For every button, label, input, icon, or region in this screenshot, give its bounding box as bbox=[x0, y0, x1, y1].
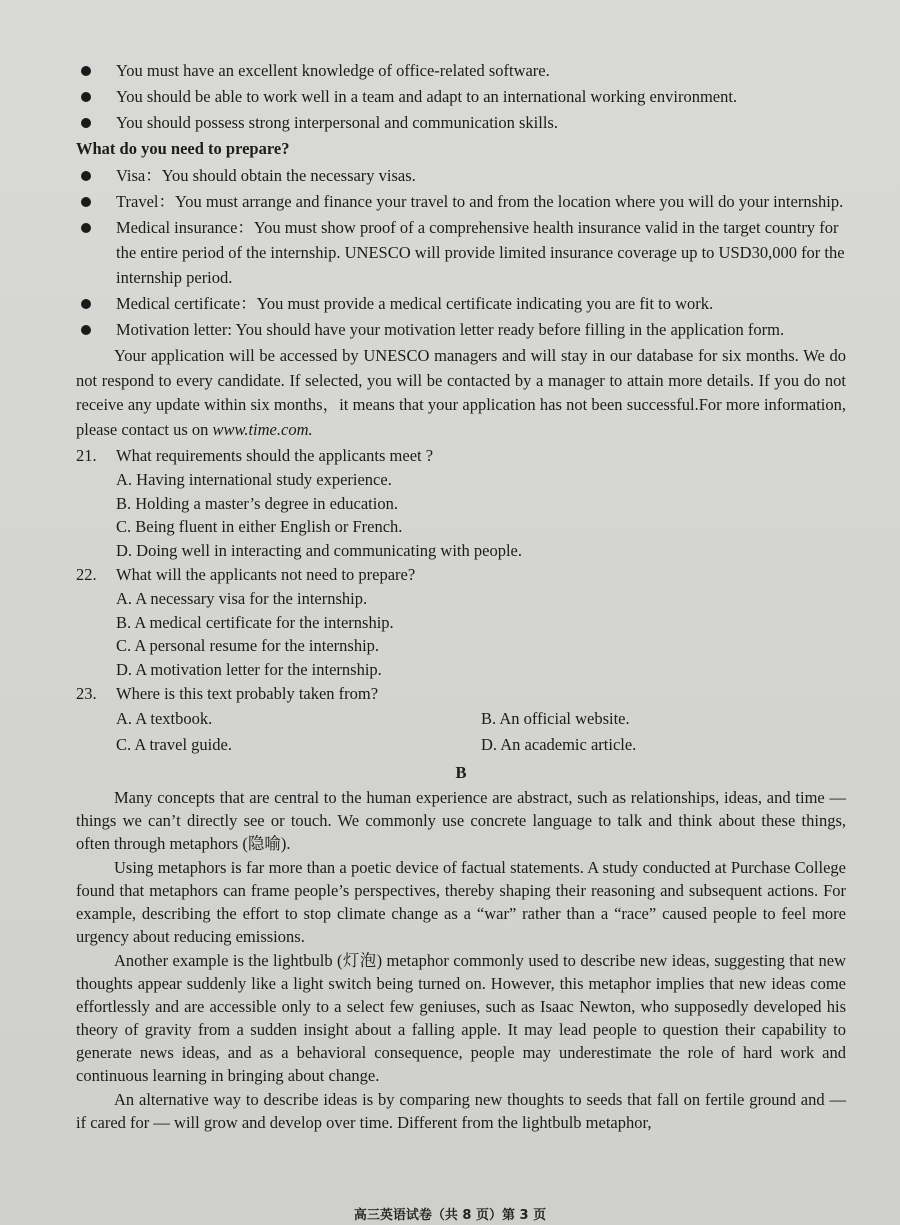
option-b: B. Holding a master’s degree in education. bbox=[116, 493, 398, 513]
option-a: A. Having international study experience. bbox=[116, 470, 392, 489]
prepare-item: Medical certificate：You must provide a medical certificate indicating you are fit to work. bbox=[76, 291, 846, 316]
requirement-item: You should be able to work well in a team and adapt to an international working environment. bbox=[76, 84, 846, 109]
requirement-item: You should possess strong interpersonal and communication skills. bbox=[76, 110, 846, 135]
page-footer: 高三英语试卷（共 8 页）第 3 页 bbox=[353, 1208, 547, 1223]
question-text: What requirements should the applicants meet ? bbox=[116, 446, 434, 465]
closing-paragraph: Your application will be accessed by UNESCO managers and will stay in our database for six months. We do not respond to every candidate. If selected, you will be contacted by a manager to attain more details. If you do not receive any update within six months，it means that your application has not been successful.For more information, please contact us on www.time.com. bbox=[76, 346, 846, 439]
question-number: 23. bbox=[76, 684, 97, 703]
bullet-icon bbox=[81, 66, 91, 76]
requirement-item: You must have an excellent knowledge of office-related software. bbox=[76, 58, 846, 83]
prepare-item: Motivation letter: You should have your motivation letter ready before filling in the application form. bbox=[76, 317, 846, 342]
bullet-icon bbox=[81, 223, 91, 233]
page-content bbox=[76, 58, 846, 1135]
section-b-paragraph: An alternative way to describe ideas is by comparing new thoughts to seeds that fall on fertile ground and — if cared for — will grow and develop over time. Different from the lightbulb metaphor, bbox=[76, 1090, 846, 1132]
option-c: C. A personal resume for the internship. bbox=[116, 636, 380, 655]
question-21-options bbox=[76, 468, 846, 562]
question-22 bbox=[76, 563, 846, 587]
prepare-item: Travel：You must arrange and finance your travel to and from the location where you will do your internship. bbox=[76, 189, 846, 214]
prepare-item: Medical insurance：You must show proof of a comprehensive health insurance valid in the target country for the entire period of the internship. UNESCO will provide limited insurance coverage up to USD30,000 for the internship period. bbox=[76, 215, 846, 290]
question-text: What will the applicants not need to prepare? bbox=[116, 565, 416, 584]
section-b-paragraph: Another example is the lightbulb (灯泡) metaphor commonly used to describe new ideas, suggesting that new thoughts appear suddenly like a light switch being turned on. However, this metaphor implies that new ideas come effortlessly and are accessible only to a select few geniuses, such as Isaac Newton, who supposedly developed his theory of gravity from a sudden insight about a falling apple. It may lead people to question their capability to generate news ideas, and as a behavioral consequence, people may underestimate the role of hard work and continuous learning in bringing about change. bbox=[76, 951, 846, 1085]
option-a: A. A textbook. bbox=[116, 709, 213, 728]
bullet-icon bbox=[81, 92, 91, 102]
question-23 bbox=[76, 682, 846, 706]
option-d: D. An academic article. bbox=[481, 735, 637, 754]
question-22-options bbox=[76, 587, 846, 681]
option-b: B. A medical certificate for the internship. bbox=[116, 612, 394, 632]
option-d: D. A motivation letter for the internship. bbox=[116, 659, 382, 679]
prepare-item: Visa：You should obtain the necessary visas. bbox=[76, 163, 846, 188]
bullet-icon bbox=[81, 325, 91, 335]
question-number: 22. bbox=[76, 565, 97, 584]
option-c: C. A travel guide. bbox=[116, 735, 232, 754]
option-b: B. An official website. bbox=[481, 709, 630, 728]
option-d: D. Doing well in interacting and communicating with people. bbox=[116, 540, 522, 560]
section-b-paragraph: Many concepts that are central to the human experience are abstract, such as relationships, ideas, and time — things we can’t directly see or touch. We commonly use concrete language to talk and think about these things, often through metaphors (隐喻). bbox=[76, 788, 846, 853]
option-c: C. Being fluent in either English or French. bbox=[116, 517, 403, 536]
bullet-icon bbox=[81, 299, 91, 309]
bullet-icon bbox=[81, 171, 91, 181]
contact-link[interactable]: www.time.com. bbox=[212, 419, 313, 439]
option-a: A. A necessary visa for the internship. bbox=[116, 589, 368, 608]
prepare-heading: What do you need to prepare? bbox=[76, 139, 290, 158]
bullet-icon bbox=[81, 118, 91, 128]
section-b-paragraph: Using metaphors is far more than a poetic device of factual statements. A study conducted at Purchase College found that metaphors can frame people’s perspectives, thereby shaping their reasoning and subsequent actions. For example, describing the effort to stop climate change as a “war” rather than a “race” caused people to feel more urgency about reducing emissions. bbox=[76, 858, 846, 946]
question-text: Where is this text probably taken from? bbox=[116, 684, 379, 703]
question-21 bbox=[76, 444, 846, 468]
question-number: 21. bbox=[76, 446, 97, 465]
option-row bbox=[116, 732, 846, 758]
bullet-icon bbox=[81, 197, 91, 207]
section-b-title: B bbox=[455, 763, 467, 782]
option-row bbox=[116, 706, 846, 732]
question-23-options bbox=[76, 706, 846, 758]
